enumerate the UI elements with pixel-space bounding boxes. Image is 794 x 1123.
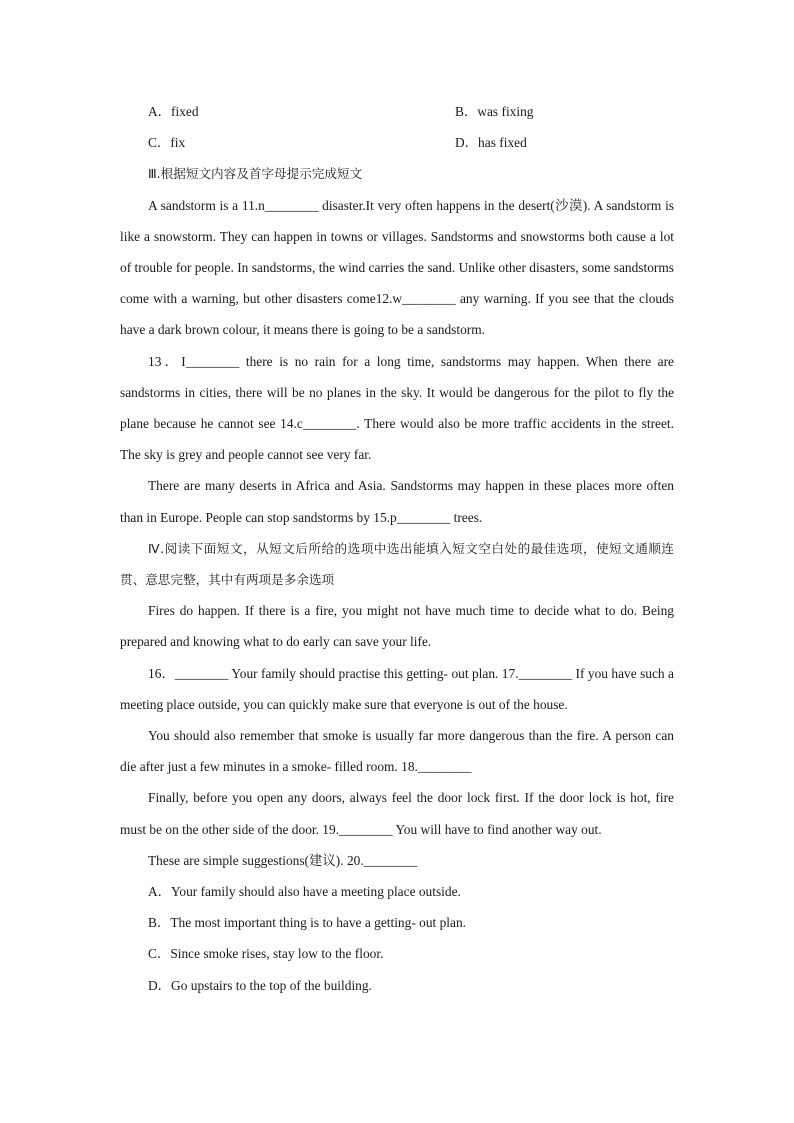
section-3-paragraph-1: A sandstorm is a 11.n________ disaster.It very often happens in the desert(沙漠). A sandstorm is like a snowstorm. They can happen in towns or villages. Sandstorms and snowstorms both cause a lot of trouble for people. In sandstorms, the wind carries the sand. Unlike other disasters, some sandstorms come with a warning, but other disasters come12.w________ any warning. If you see that the clouds have a dark brown colour, it means there is going to be a sandstorm. bbox=[120, 197, 674, 338]
section-4-heading: Ⅳ.阅读下面短文，从短文后所给的选项中选出能填入短文空白处的最佳选项，使短文通顺连贯、意思完整，其中有两项是多余选项 bbox=[120, 540, 674, 588]
option-d: D．has fixed bbox=[455, 135, 527, 151]
worksheet-page bbox=[120, 96, 674, 1001]
section-3-paragraph-3: There are many deserts in Africa and Asia. Sandstorms may happen in these places more often than in Europe. People can stop sandstorms by 15.p________ trees. bbox=[120, 478, 674, 525]
choice-d: D．Go upstairs to the top of the building. bbox=[148, 977, 372, 993]
section-4-paragraph-1: Fires do happen. If there is a fire, you might not have much time to decide what to do. Being prepared and knowing what to do early can save your life. bbox=[120, 603, 674, 650]
options-row-ab bbox=[120, 96, 674, 127]
section-4-paragraph-5: These are simple suggestions(建议). 20.________ bbox=[148, 852, 418, 868]
section-3-heading: Ⅲ.根据短文内容及首字母提示完成短文 bbox=[148, 166, 363, 182]
options-row-cd bbox=[120, 127, 674, 158]
choice-c: C．Since smoke rises, stay low to the floor. bbox=[148, 946, 384, 962]
choice-b: B．The most important thing is to have a getting- out plan. bbox=[148, 915, 466, 931]
section-4-paragraph-2: 16．________ Your family should practise this getting- out plan. 17.________ If you have such a meeting place outside, you can quickly make sure that everyone is out of the house. bbox=[120, 665, 674, 712]
option-a: A．fixed bbox=[148, 104, 199, 119]
section-4-paragraph-3: You should also remember that smoke is usually far more dangerous than the fire. A person can die after just a few minutes in a smoke- filled room. 18.________ bbox=[120, 728, 674, 775]
option-b: B．was fixing bbox=[455, 104, 534, 119]
section-4-paragraph-4: Finally, before you open any doors, always feel the door lock first. If the door lock is hot, fire must be on the other side of the door. 19.________ You will have to find another way out. bbox=[120, 790, 674, 837]
option-c: C．fix bbox=[148, 135, 186, 151]
choice-a: A．Your family should also have a meeting place outside. bbox=[148, 884, 461, 900]
section-3-paragraph-2: 13．I________ there is no rain for a long time, sandstorms may happen. When there are sandstorms in cities, there will be no planes in the sky. It would be dangerous for the pilot to fly the plane because he cannot see 14.c________. There would also be more traffic accidents in the street. The sky is grey and people cannot see very far. bbox=[120, 353, 674, 463]
